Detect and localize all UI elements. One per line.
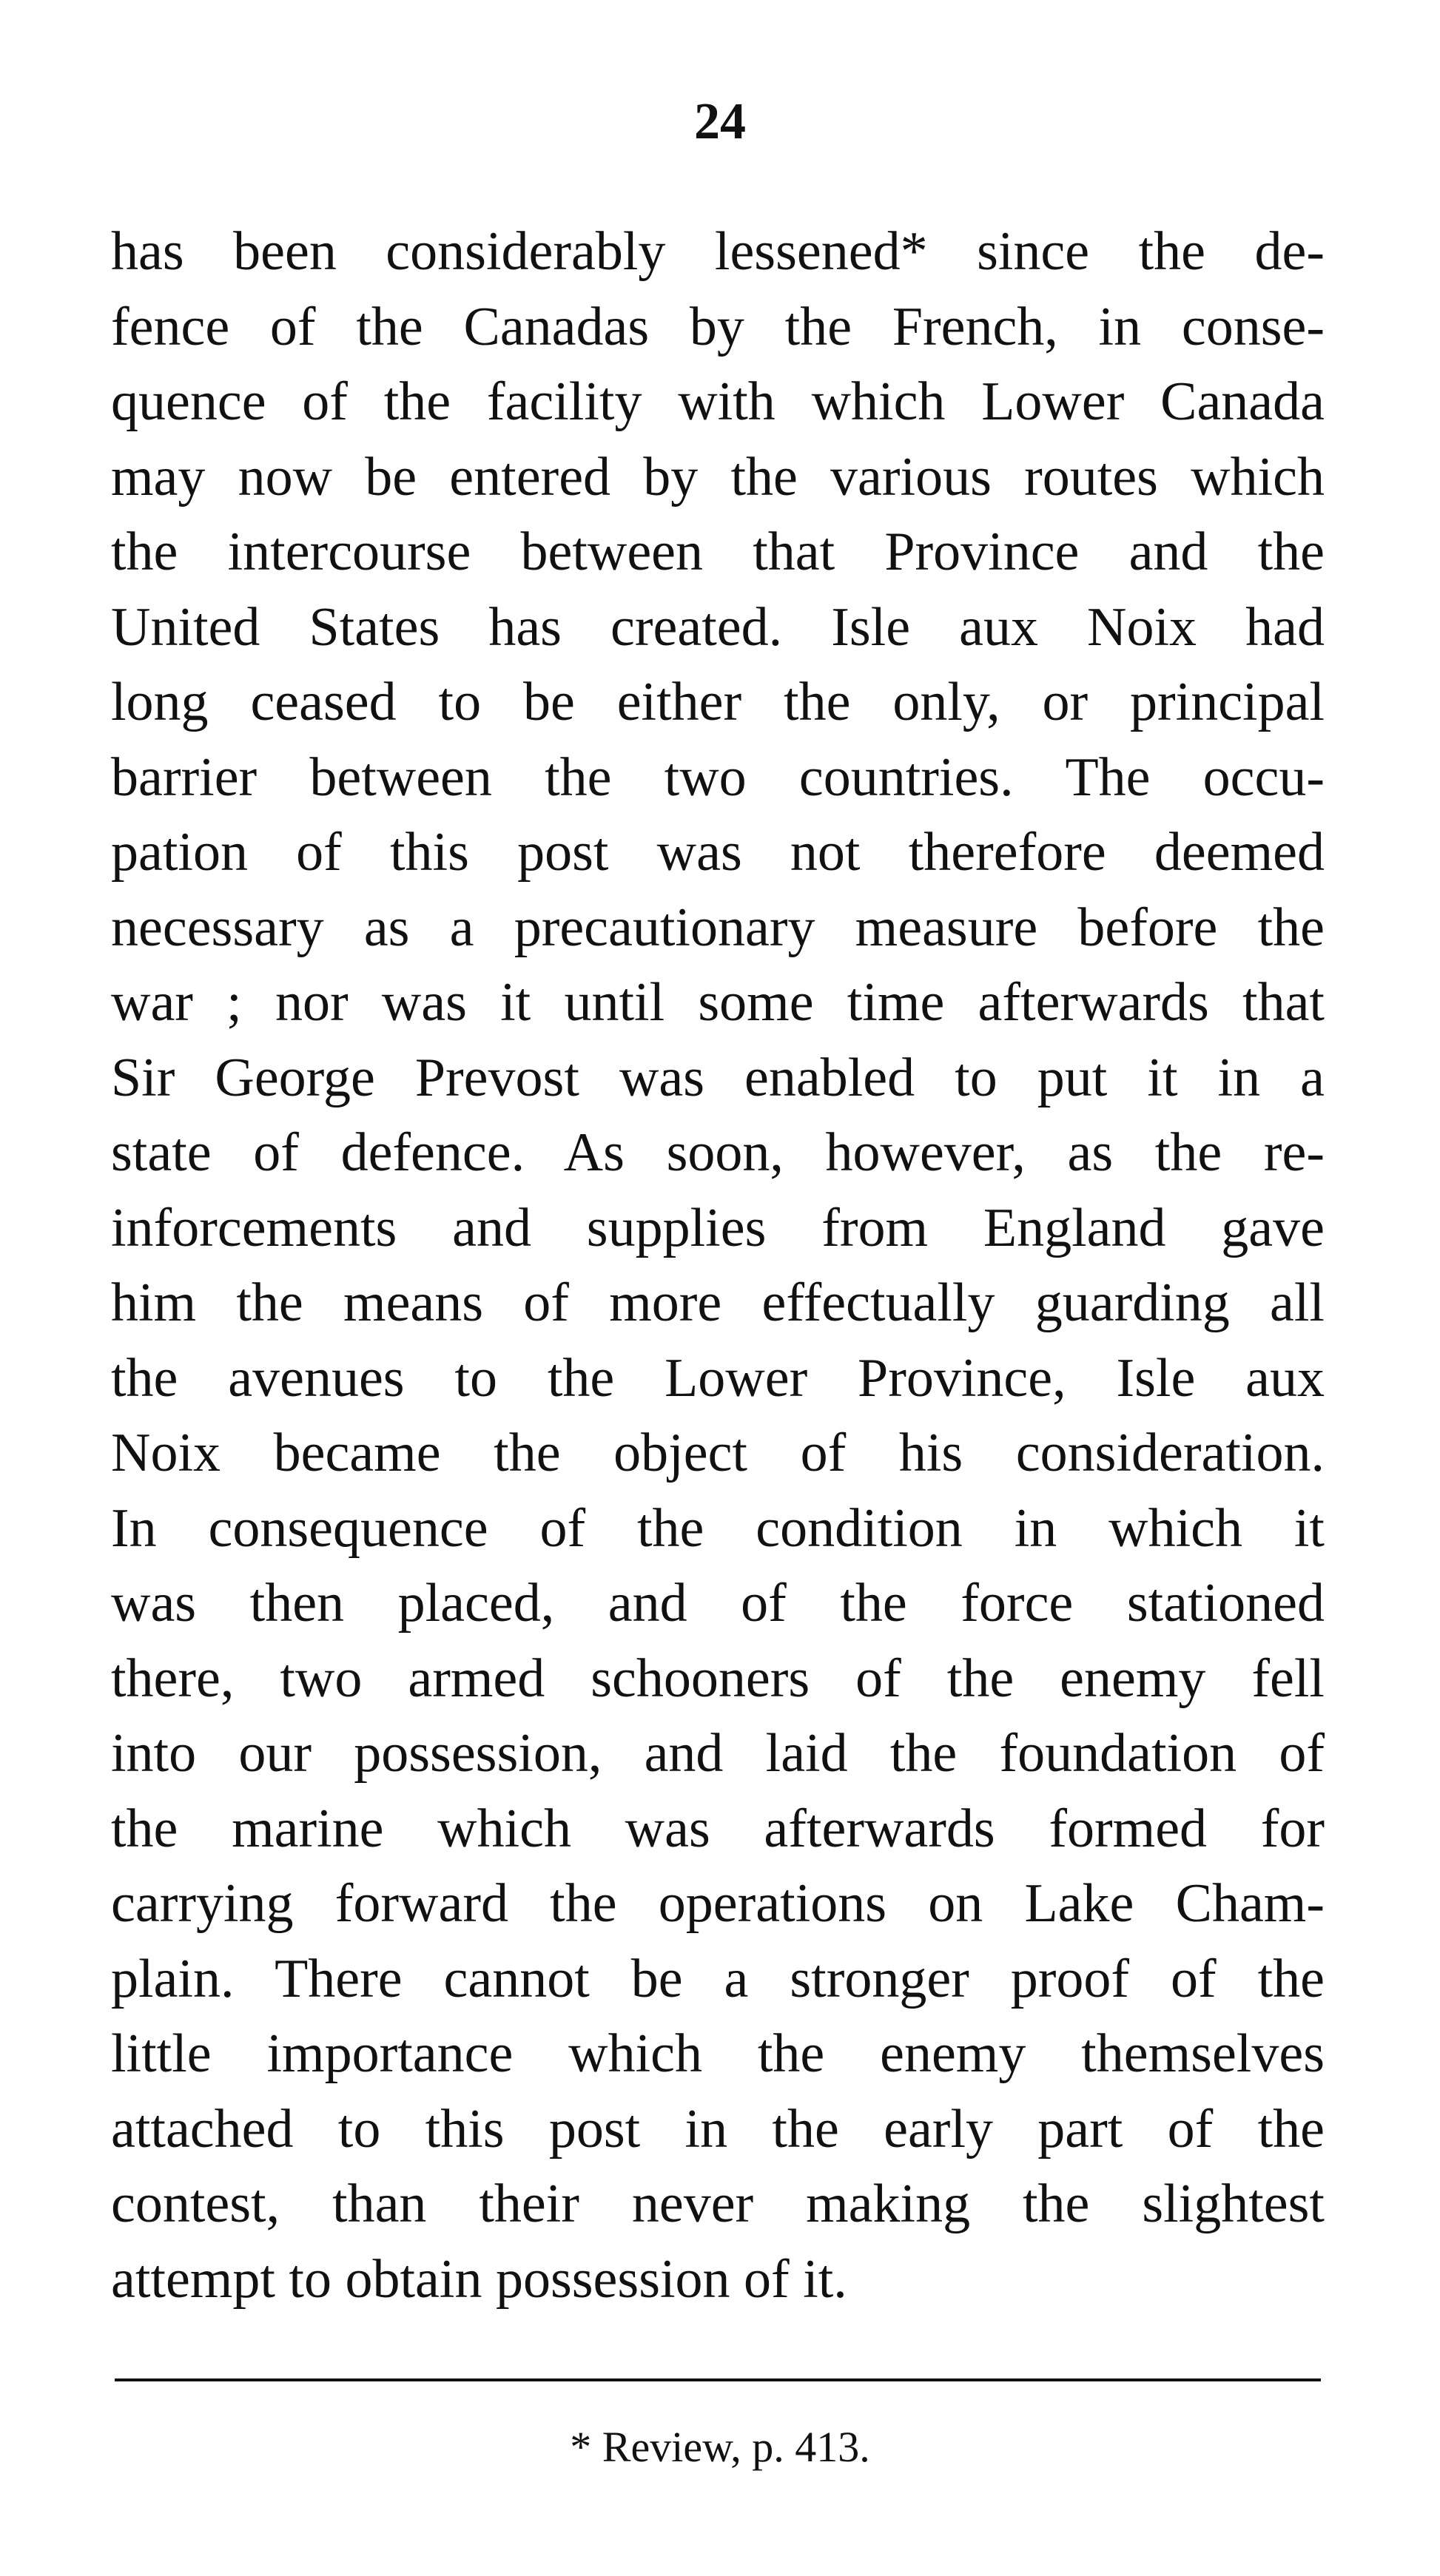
text-line: the intercourse between that Province and the: [111, 522, 1325, 582]
text-line: has been considerably lessened* since the de-: [111, 221, 1325, 282]
text-line: inforcements and supplies from England gave: [111, 1197, 1325, 1258]
text-line: carrying forward the operations on Lake Cham-: [111, 1873, 1325, 1934]
text-line: quence of the facility with which Lower Canada: [111, 371, 1325, 432]
text-line: into our possession, and laid the foundation of: [111, 1723, 1325, 1784]
text-line: plain. There cannot be a stronger proof of the: [111, 1948, 1325, 2009]
text-line: Sir George Prevost was enabled to put it in a: [111, 1047, 1325, 1108]
text-line: pation of this post was not therefore deemed: [111, 822, 1325, 883]
text-line: state of defence. As soon, however, as the re-: [111, 1122, 1325, 1183]
text-line: was then placed, and of the force stationed: [111, 1573, 1325, 1633]
text-line: In consequence of the condition in which it: [111, 1497, 1325, 1559]
text-line: long ceased to be either the only, or principal: [111, 672, 1325, 732]
text-line: the marine which was afterwards formed for: [111, 1798, 1325, 1859]
page-number: 24: [694, 93, 746, 150]
text-line: contest, than their never making the slightest: [111, 2174, 1325, 2234]
text-line: him the means of more effectually guarding all: [111, 1272, 1325, 1333]
text-line: Noix became the object of his consideration.: [111, 1423, 1325, 1483]
text-line: attempt to obtain possession of it.: [111, 2248, 847, 2310]
text-line: war ; nor was it until some time afterwards that: [111, 972, 1325, 1033]
text-line: the avenues to the Lower Province, Isle aux: [111, 1347, 1325, 1409]
body-text: [111, 215, 1325, 2317]
footnote: * Review, p. 413.: [570, 2423, 870, 2471]
text-line: there, two armed schooners of the enemy fell: [111, 1648, 1325, 1709]
text-line: United States has created. Isle aux Noix had: [111, 596, 1325, 658]
text-line: attached to this post in the early part of the: [111, 2098, 1325, 2159]
footnote-rule: [115, 2378, 1321, 2381]
text-line: may now be entered by the various routes which: [111, 446, 1325, 508]
text-line: barrier between the two countries. The occu-: [111, 746, 1325, 808]
text-line: necessary as a precautionary measure before the: [111, 897, 1325, 958]
text-line: fence of the Canadas by the French, in conse-: [111, 296, 1325, 357]
text-line: little importance which the enemy themselves: [111, 2023, 1325, 2084]
